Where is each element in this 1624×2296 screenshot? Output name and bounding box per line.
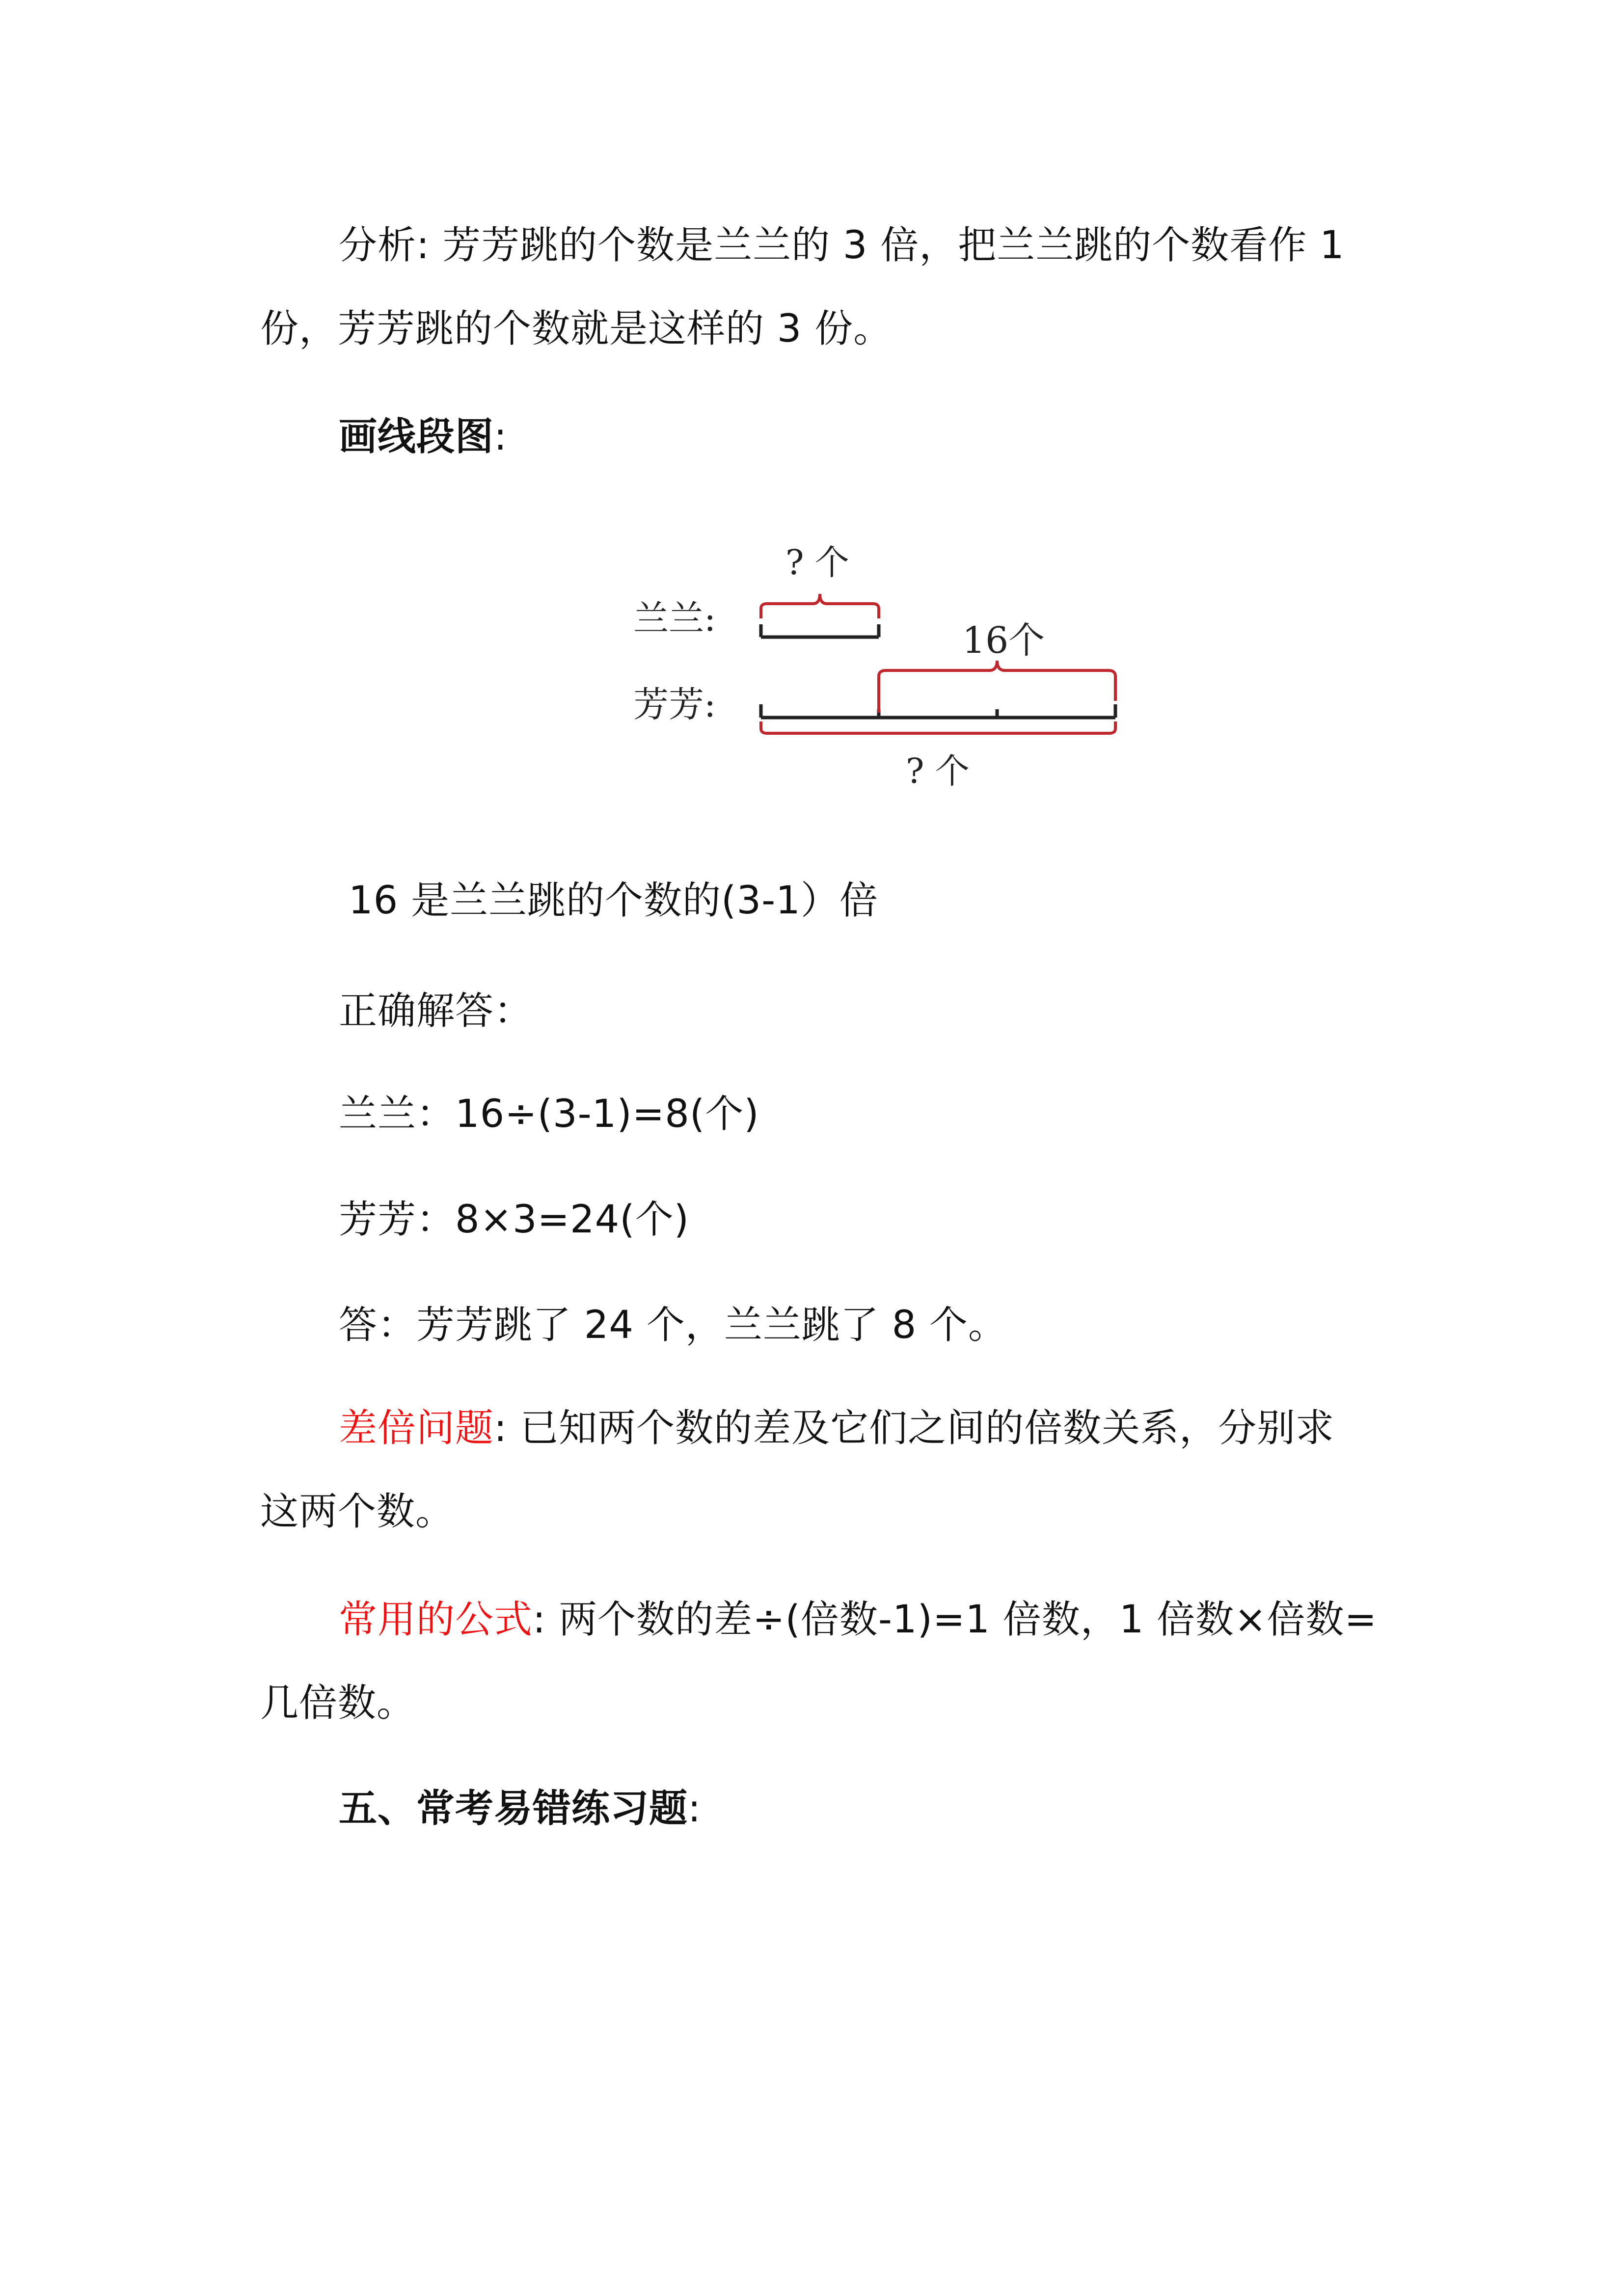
diff-brace [879, 661, 1115, 713]
lanlan-label: 兰兰: [633, 598, 716, 639]
section-5-title: 五、常考易错练习题 [339, 1787, 688, 1831]
analysis-line-2: 份，芳芳跳的个数就是这样的 3 份。 [260, 307, 893, 351]
diff-multiple-line-2: 这两个数。 [260, 1490, 455, 1534]
draw-heading [339, 412, 507, 461]
diff-label: 16个 [962, 619, 1045, 662]
formula-line-1 [339, 1595, 1377, 1644]
note-line: 16 是兰兰跳的个数的(3-1）倍 [349, 879, 878, 923]
fangfang-segment [761, 704, 1115, 718]
solution-fangfang: 芳芳：8×3=24(个) [339, 1198, 690, 1242]
analysis-label: 分析 [339, 223, 417, 267]
section-5-heading [339, 1784, 701, 1833]
fangfang-question: ? 个 [906, 751, 970, 791]
solution-heading: 正确解答： [339, 989, 533, 1033]
analysis-text-1: 芳芳跳的个数是兰兰的 3 倍，把兰兰跳的个数看作 1 [442, 223, 1345, 267]
diff-multiple-line-1 [339, 1404, 1334, 1453]
section-5-colon: : [688, 1787, 702, 1831]
fangfang-label: 芳芳: [633, 684, 716, 725]
diff-multiple-term: 差倍问题 [339, 1406, 494, 1450]
analysis-sep: : [416, 223, 443, 267]
lanlan-brace [761, 594, 879, 618]
formula-text: : 两个数的差÷(倍数-1)=1 倍数，1 倍数×倍数= [533, 1598, 1377, 1642]
lanlan-segment [761, 624, 879, 637]
diff-multiple-text: : 已知两个数的差及它们之间的倍数关系，分别求 [494, 1406, 1335, 1450]
analysis-line-1 [339, 221, 1345, 270]
line-segment-diagram [619, 520, 1159, 815]
draw-heading-label: 画线段图 [339, 415, 494, 459]
solution-answer: 答：芳芳跳了 24 个，兰兰跳了 8 个。 [339, 1303, 1007, 1347]
total-brace [761, 721, 1115, 733]
lanlan-question: ? 个 [785, 542, 849, 583]
formula-line-2: 几倍数。 [260, 1681, 416, 1725]
formula-term: 常用的公式 [339, 1598, 533, 1642]
solution-lanlan: 兰兰：16÷(3-1)=8(个) [339, 1092, 759, 1136]
draw-heading-colon: : [494, 415, 508, 459]
